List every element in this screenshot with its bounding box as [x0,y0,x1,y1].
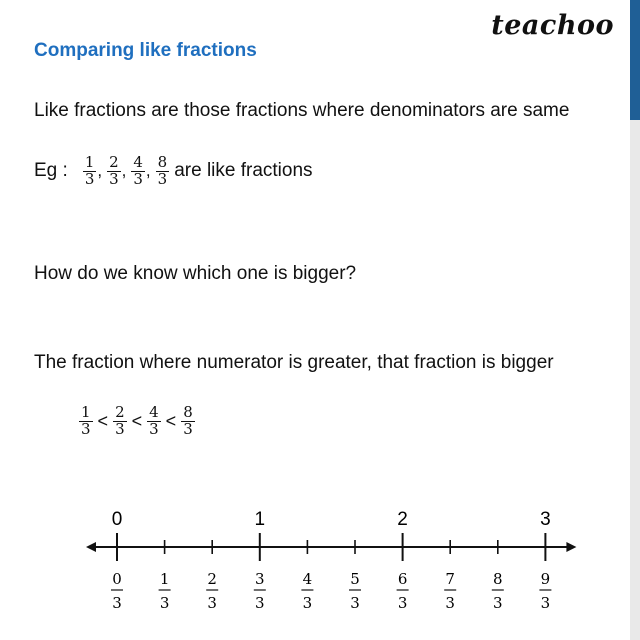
brand-logo: teachoo [491,10,614,41]
fraction-denominator: 3 [183,419,193,438]
inequality-row [78,405,196,438]
example-fraction [83,155,97,188]
fraction-numerator: 2 [115,403,125,421]
whole-number-label: 0 [111,509,123,530]
tick-fraction-denominator: 3 [397,594,408,612]
tick-fraction-numerator: 1 [159,570,170,588]
tick-fraction-numerator: 0 [112,570,122,588]
fraction-numerator: 1 [84,153,95,171]
left-arrow-icon [86,542,96,552]
fraction-numerator: 4 [133,153,143,171]
example-fraction [156,155,170,188]
fraction-numerator: 2 [109,153,119,171]
tick-fraction-numerator: 8 [493,570,503,588]
fraction-denominator: 3 [84,169,95,188]
number-line [0,490,640,640]
whole-number-label: 3 [540,509,551,530]
less-than-sign: < [131,410,143,431]
comma-separator: , [145,161,151,181]
inequality-fraction [79,405,93,438]
question-text: How do we know which one is bigger? [34,263,357,284]
tick-fraction-numerator: 5 [350,570,360,588]
tick-fraction-numerator: 7 [445,570,455,588]
inequality-fraction [147,405,161,438]
tick-fraction-denominator: 3 [445,594,455,612]
whole-number-label: 2 [397,509,408,530]
fraction-numerator: 1 [81,403,91,421]
tick-fraction-numerator: 3 [255,570,265,588]
right-arrow-icon [566,542,576,552]
tick-fraction-denominator: 3 [207,594,217,612]
definition-text: Like fractions are those fractions where denominators are same [34,100,570,121]
tick-fraction-numerator: 9 [540,570,551,588]
tick-fraction-denominator: 3 [540,594,551,612]
less-than-sign: < [97,410,109,431]
example-fraction [131,155,145,188]
fraction-denominator: 3 [133,169,143,188]
less-than-sign: < [165,410,177,431]
tick-fraction-denominator: 3 [255,594,265,612]
tick-fraction-denominator: 3 [112,594,122,612]
whole-number-label: 1 [254,509,266,530]
tick-fraction-numerator: 6 [397,570,408,588]
tick-fraction-denominator: 3 [493,594,503,612]
tick-fraction-numerator: 4 [302,570,313,588]
tick-fraction-denominator: 3 [350,594,360,612]
comma-separator: , [97,161,103,181]
fraction-denominator: 3 [149,419,159,438]
example-tail-text: are like fractions [174,160,313,182]
fraction-denominator: 3 [109,169,119,188]
inequality-fraction [181,405,195,438]
fraction-denominator: 3 [157,169,168,188]
example-row [34,155,313,188]
fraction-numerator: 8 [157,153,168,171]
inequality-fraction [113,405,127,438]
fraction-denominator: 3 [81,419,91,438]
page-title: Comparing like fractions [34,40,257,61]
tick-fraction-denominator: 3 [159,594,170,612]
scrollbar-thumb[interactable] [630,0,640,120]
rule-text: The fraction where numerator is greater, that fraction is bigger [34,352,554,373]
tick-fraction-denominator: 3 [302,594,313,612]
example-label: Eg : [34,160,68,182]
tick-fraction-numerator: 2 [207,570,217,588]
example-fraction [107,155,121,188]
fraction-numerator: 4 [149,403,159,421]
fraction-numerator: 8 [183,403,193,421]
comma-separator: , [121,161,127,181]
fraction-denominator: 3 [115,419,125,438]
